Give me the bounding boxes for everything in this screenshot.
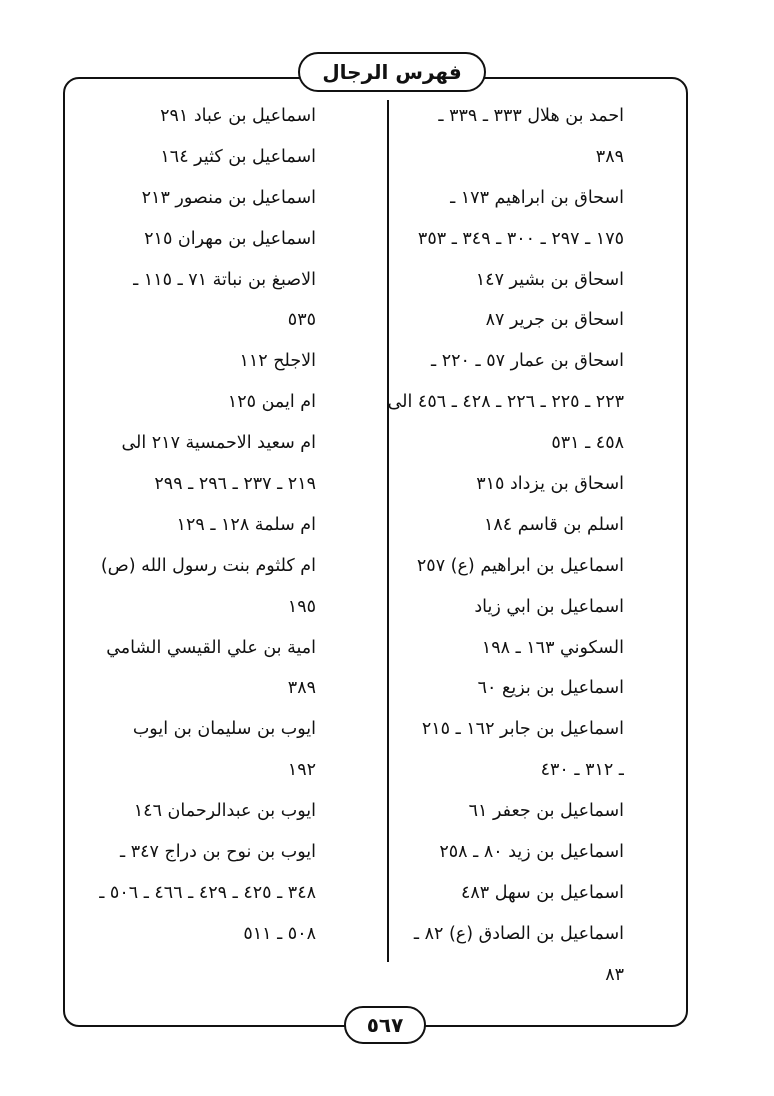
index-entry: ٣٨٩ bbox=[595, 146, 624, 167]
index-entry: اسماعيل بن جابر ١٦٢ ـ ٢١٥ bbox=[421, 719, 624, 740]
index-entry: ٢٢٣ ـ ٢٢٥ ـ ٢٢٦ ـ ٤٢٨ ـ ٤٥٦ الى bbox=[387, 392, 624, 413]
index-column-left bbox=[66, 96, 316, 955]
index-entry: اسماعيل بن كثير ١٦٤ bbox=[160, 146, 316, 167]
index-entry: ام ايمن ١٢٥ bbox=[227, 392, 316, 413]
index-entry: ١٩٥ bbox=[287, 596, 316, 617]
index-entry: ـ ٣١٢ ـ ٤٣٠ bbox=[540, 760, 624, 781]
index-entry: ام سلمة ١٢٨ ـ ١٢٩ bbox=[176, 514, 316, 535]
index-entry: الاصبغ بن نباتة ٧١ ـ ١١٥ ـ bbox=[133, 269, 316, 290]
index-entry: اسحاق بن ابراهيم ١٧٣ ـ bbox=[450, 187, 624, 208]
index-entry: اسحاق بن جرير ٨٧ bbox=[485, 310, 624, 331]
index-column-right bbox=[379, 96, 624, 996]
index-entry: ٣٨٩ bbox=[287, 678, 316, 699]
index-entry: اسماعيل بن بزيع ٦٠ bbox=[477, 678, 624, 699]
index-entry: اسحاق بن يزداد ٣١٥ bbox=[476, 474, 624, 495]
index-entry: الاجلح ١١٢ bbox=[239, 351, 316, 372]
index-entry: اسحاق بن بشير ١٤٧ bbox=[475, 269, 624, 290]
index-entry: ايوب بن عبدالرحمان ١٤٦ bbox=[133, 801, 316, 822]
index-entry: ايوب بن سليمان بن ايوب bbox=[132, 719, 316, 740]
index-entry: اسماعيل بن منصور ٢١٣ bbox=[141, 187, 316, 208]
index-entry: اسماعيل بن سهل ٤٨٣ bbox=[460, 882, 624, 903]
index-entry: امية بن علي القيسي الشامي bbox=[106, 637, 316, 658]
page-header-title: فهرس الرجال bbox=[298, 52, 486, 92]
index-entry: ٥٠٨ ـ ٥١١ bbox=[243, 923, 316, 944]
index-entry: ١٩٢ bbox=[287, 760, 316, 781]
index-entry: احمد بن هلال ٣٣٣ ـ ٣٣٩ ـ bbox=[438, 106, 624, 126]
index-entry: ٨٣ bbox=[605, 964, 624, 985]
index-entry: اسحاق بن عمار ٥٧ ـ ٢٢٠ ـ bbox=[431, 351, 624, 372]
index-entry: اسماعيل بن ابي زياد bbox=[474, 596, 624, 617]
index-entry: اسماعيل بن الصادق (ع) ٨٢ ـ bbox=[413, 923, 624, 944]
index-entry: ٥٣٥ bbox=[287, 310, 316, 331]
index-entry: اسلم بن قاسم ١٨٤ bbox=[483, 514, 624, 535]
index-entry: ١٧٥ ـ ٢٩٧ ـ ٣٠٠ ـ ٣٤٩ ـ ٣٥٣ bbox=[417, 228, 624, 249]
index-entry: ٤٥٨ ـ ٥٣١ bbox=[551, 433, 624, 454]
index-entry: اسماعيل بن عباد ٢٩١ bbox=[160, 106, 316, 126]
index-entry: ام كلثوم بنت رسول الله (ص) bbox=[100, 555, 316, 576]
index-entry: ام سعيد الاحمسية ٢١٧ الى bbox=[121, 433, 316, 454]
index-entry: ٣٤٨ ـ ٤٢٥ ـ ٤٢٩ ـ ٤٦٦ ـ ٥٠٦ ـ bbox=[99, 882, 316, 903]
index-entry: اسماعيل بن جعفر ٦١ bbox=[468, 801, 624, 822]
index-entry: اسماعيل بن زيد ٨٠ ـ ٢٥٨ bbox=[439, 842, 624, 863]
page-number: ٥٦٧ bbox=[344, 1006, 426, 1044]
index-entry: ٢١٩ ـ ٢٣٧ ـ ٢٩٦ ـ ٢٩٩ bbox=[154, 474, 316, 495]
index-entry: السكوني ١٦٣ ـ ١٩٨ bbox=[481, 637, 624, 658]
index-entry: ايوب بن نوح بن دراج ٣٤٧ ـ bbox=[120, 842, 316, 863]
index-entry: اسماعيل بن ابراهيم (ع) ٢٥٧ bbox=[416, 555, 624, 576]
index-entry: اسماعيل بن مهران ٢١٥ bbox=[144, 228, 316, 249]
